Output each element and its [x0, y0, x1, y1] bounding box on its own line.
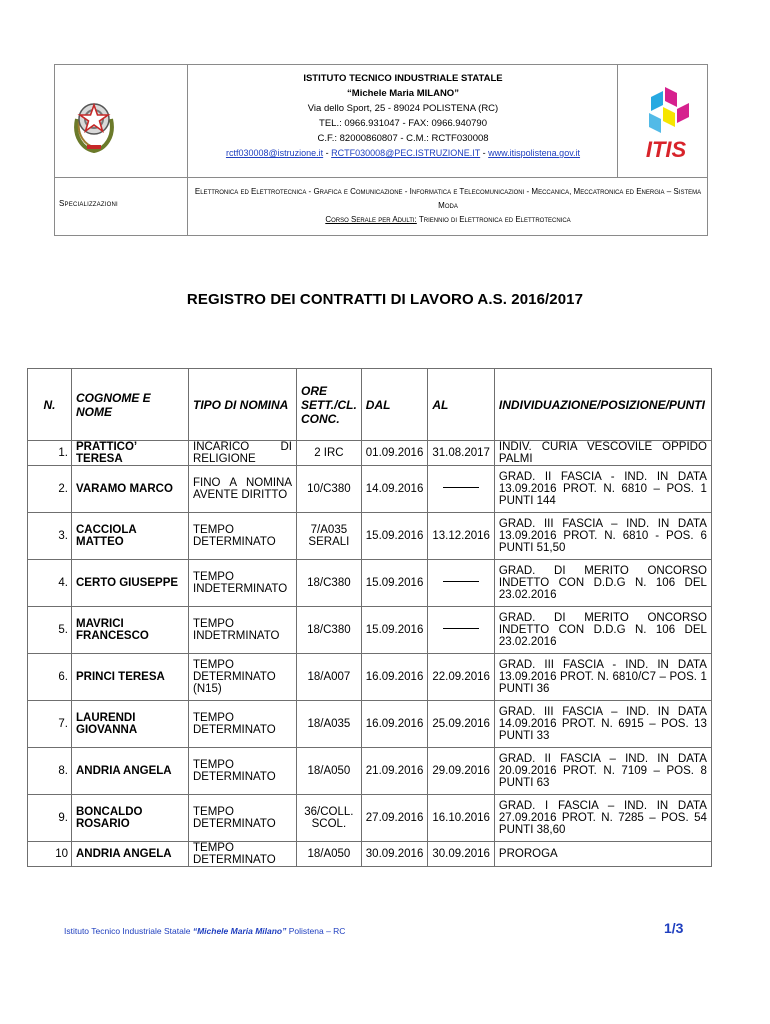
cell-type: TEMPO DETERMINATO (N15) — [189, 654, 297, 701]
empty-date-line — [443, 581, 479, 582]
cell-hours: 18/A050 — [297, 748, 362, 795]
divider — [187, 65, 188, 177]
cell-name: BONCALDO ROSARIO — [72, 795, 189, 842]
cell-details: GRAD. II FASCIA - IND. IN DATA 13.09.2016 PROT. N. 6810 – POS. 1 PUNTI 144 — [494, 466, 711, 513]
cell-type: TEMPO INDETERMINATO — [189, 560, 297, 607]
cell-hours: 7/A035 SERALI — [297, 513, 362, 560]
cell-type: INCARICO DI RELIGIONE — [189, 441, 297, 466]
separator: - — [323, 148, 332, 158]
cell-to: 22.09.2016 — [428, 654, 495, 701]
col-header-from: DAL — [361, 369, 428, 441]
school-info — [189, 71, 617, 161]
cell-to — [428, 560, 495, 607]
cell-name: CACCIOLA MATTEO — [72, 513, 189, 560]
cell-hours: 36/COLL. SCOL. — [297, 795, 362, 842]
cell-to: 13.12.2016 — [428, 513, 495, 560]
cell-to: 25.09.2016 — [428, 701, 495, 748]
cell-details: GRAD. DI MERITO ONCORSO INDETTO CON D.D.G N. 106 DEL 23.02.2016 — [494, 560, 711, 607]
page-title: REGISTRO DEI CONTRATTI DI LAVORO A.S. 2016/2017 — [186, 291, 584, 308]
cell-hours: 18/C380 — [297, 560, 362, 607]
cell-name: CERTO GIUSEPPE — [72, 560, 189, 607]
letterhead — [54, 64, 708, 236]
divider — [55, 177, 707, 178]
cell-from: 14.09.2016 — [361, 466, 428, 513]
cell-number: 8. — [28, 748, 72, 795]
cell-from: 16.09.2016 — [361, 701, 428, 748]
table-row — [28, 795, 712, 842]
cell-type: TEMPO DETERMINATO — [189, 795, 297, 842]
cell-to: 16.10.2016 — [428, 795, 495, 842]
footer-prefix: Istituto Tecnico Industriale Statale — [64, 926, 193, 936]
italian-republic-emblem-icon — [69, 79, 119, 155]
table-row — [28, 701, 712, 748]
cell-number: 7. — [28, 701, 72, 748]
footer-suffix: Polistena – RC — [286, 926, 346, 936]
cell-details: GRAD. DI MERITO ONCORSO INDETTO CON D.D.G N. 106 DEL 23.02.2016 — [494, 607, 711, 654]
cell-name: PRINCI TERESA — [72, 654, 189, 701]
cell-to: 31.08.2017 — [428, 441, 495, 466]
cell-to — [428, 466, 495, 513]
cell-details: GRAD. III FASCIA - IND. IN DATA 13.09.2016 PROT. N. 6810/C7 – POS. 1 PUNTI 36 — [494, 654, 711, 701]
evening-course-label: Corso Serale per Adulti: — [325, 215, 417, 224]
evening-course — [189, 213, 707, 227]
cell-hours: 18/A007 — [297, 654, 362, 701]
itis-logo-icon — [633, 83, 699, 165]
col-header-name: COGNOME E NOME — [72, 369, 189, 441]
cell-from: 21.09.2016 — [361, 748, 428, 795]
cell-number: 3. — [28, 513, 72, 560]
cell-number: 6. — [28, 654, 72, 701]
cell-to: 29.09.2016 — [428, 748, 495, 795]
cell-name: ANDRIA ANGELA — [72, 748, 189, 795]
cell-hours: 2 IRC — [297, 441, 362, 466]
cell-number: 9. — [28, 795, 72, 842]
cell-from: 27.09.2016 — [361, 795, 428, 842]
cell-number: 4. — [28, 560, 72, 607]
col-header-type: TIPO DI NOMINA — [189, 369, 297, 441]
email-link[interactable]: rctf030008@istruzione.it — [225, 148, 324, 158]
cell-details: GRAD. I FASCIA – IND. IN DATA 27.09.2016 PROT. N. 7285 – POS. 54 PUNTI 38,60 — [494, 795, 711, 842]
cell-details: GRAD. II FASCIA – IND. IN DATA 20.09.2016 PROT. N. 7109 – POS. 8 PUNTI 63 — [494, 748, 711, 795]
cell-name: MAVRICI FRANCESCO — [72, 607, 189, 654]
col-header-hours — [297, 369, 362, 441]
table-row — [28, 607, 712, 654]
cell-to: 30.09.2016 — [428, 842, 495, 867]
cell-from: 15.09.2016 — [361, 607, 428, 654]
col-header-hours-line: CONC. — [301, 411, 340, 426]
cell-name: VARAMO MARCO — [72, 466, 189, 513]
school-line: C.F.: 82000860807 - C.M.: RCTF030008 — [317, 133, 489, 144]
divider — [617, 65, 618, 177]
evening-course-text: Triennio di Elettronica ed Elettrotecnica — [416, 215, 571, 224]
cell-from: 15.09.2016 — [361, 560, 428, 607]
cell-hours: 10/C380 — [297, 466, 362, 513]
footer — [64, 926, 345, 936]
cell-type: TEMPO DETERMINATO — [189, 701, 297, 748]
cell-to — [428, 607, 495, 654]
cell-name: ANDRIA ANGELA — [72, 842, 189, 867]
cell-type: TEMPO DETERMINATO — [189, 513, 297, 560]
cell-type: TEMPO INDETRMINATO — [189, 607, 297, 654]
cell-number: 10 — [28, 842, 72, 867]
website-link[interactable]: www.itispolistena.gov.it — [488, 148, 581, 158]
school-line: Via dello Sport, 25 - 89024 POLISTENA (RC) — [307, 103, 499, 114]
cell-from: 30.09.2016 — [361, 842, 428, 867]
cell-details: GRAD. III FASCIA – IND. IN DATA 13.09.2016 PROT. N. 6810 - POS. 6 PUNTI 51,50 — [494, 513, 711, 560]
cell-name: LAURENDI GIOVANNA — [72, 701, 189, 748]
cell-from: 16.09.2016 — [361, 654, 428, 701]
specializations — [189, 185, 707, 227]
cell-hours: 18/A035 — [297, 701, 362, 748]
empty-date-line — [443, 628, 479, 629]
cell-hours: 18/A050 — [297, 842, 362, 867]
cell-details: INDIV. CURIA VESCOVILE OPPIDO PALMI — [494, 441, 711, 466]
specializations-list: Elettronica ed Elettrotecnica - Grafica e Comunicazione - Informatica e Telecomunicazioni - Meccanica, Meccatronica ed Energia – Sistema Moda — [194, 187, 702, 210]
school-line: TEL.: 0966.931047 - FAX: 0966.940790 — [319, 118, 487, 129]
footer-school-name: “Michele Maria Milano” — [192, 926, 287, 936]
contracts-table — [27, 368, 712, 867]
table-row — [28, 513, 712, 560]
col-header-n: N. — [28, 369, 72, 441]
table-row — [28, 560, 712, 607]
col-header-hours-line: ORE — [301, 383, 328, 398]
cell-number: 1. — [28, 441, 72, 466]
table-row — [28, 466, 712, 513]
logo-text: ITIS — [645, 137, 687, 162]
pec-link[interactable]: RCTF030008@PEC.ISTRUZIONE.IT — [331, 148, 481, 158]
table-header-row — [28, 369, 712, 441]
table-row — [28, 748, 712, 795]
empty-date-line — [443, 487, 479, 488]
cell-details: GRAD. III FASCIA – IND. IN DATA 14.09.2016 PROT. N. 6915 – POS. 13 PUNTI 33 — [494, 701, 711, 748]
table-row — [28, 654, 712, 701]
cell-type: TEMPO DETERMINATO — [189, 748, 297, 795]
cell-number: 5. — [28, 607, 72, 654]
cell-from: 15.09.2016 — [361, 513, 428, 560]
table-row — [28, 441, 712, 466]
cell-name: PRATTICO’ TERESA — [72, 441, 189, 466]
cell-type: FINO A NOMINA AVENTE DIRITTO — [189, 466, 297, 513]
page-number: 1/3 — [664, 920, 684, 936]
school-line: ISTITUTO TECNICO INDUSTRIALE STATALE — [303, 73, 503, 84]
col-header-hours-line: SETT./CL. — [301, 397, 357, 412]
col-header-details: INDIVIDUAZIONE/POSIZIONE/PUNTI — [494, 369, 711, 441]
table-row — [28, 842, 712, 867]
specializations-label: Specializzazioni — [59, 199, 118, 208]
cell-details: PROROGA — [494, 842, 711, 867]
cell-hours: 18/C380 — [297, 607, 362, 654]
separator: - — [480, 148, 489, 158]
col-header-to: AL — [428, 369, 495, 441]
cell-type: TEMPO DETERMINATO — [189, 842, 297, 867]
school-line: “Michele Maria MILANO” — [347, 88, 459, 99]
cell-from: 01.09.2016 — [361, 441, 428, 466]
cell-number: 2. — [28, 466, 72, 513]
divider — [187, 177, 188, 235]
contacts-line — [189, 146, 617, 161]
